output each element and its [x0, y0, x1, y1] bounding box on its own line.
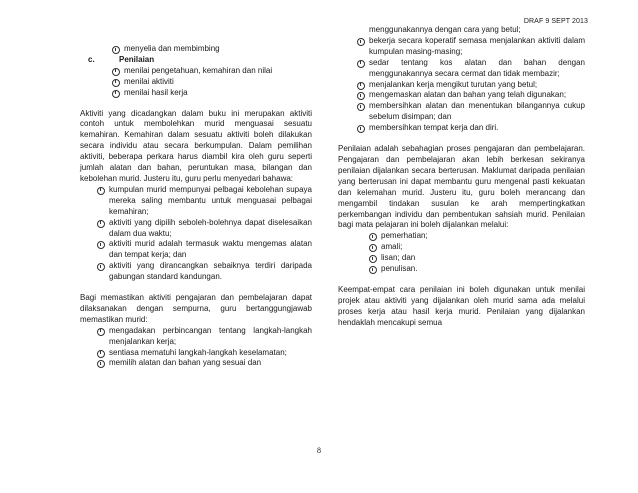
list-item [338, 253, 585, 264]
list-item-text: membersihkan alatan dan menentukan bilangannya cukup sebelum disimpan; dan [369, 101, 585, 122]
clock-bullet-icon [368, 253, 381, 264]
list-item-text: sedar tentang kos alatan dan bahan dengan menggunakannya secara cermat dan tidak membazir; [369, 57, 585, 78]
list-item [338, 264, 585, 275]
list-item [80, 261, 312, 283]
list-item [80, 185, 312, 218]
list-item [80, 66, 312, 77]
list-item-text: amali; [381, 242, 403, 252]
list-item-text: aktiviti yang dirancangkan sebaiknya terdiri daripada gabungan standard kandungan. [109, 261, 312, 282]
clock-bullet-icon [368, 231, 381, 242]
clock-bullet-icon [111, 77, 124, 88]
clock-bullet-icon [111, 66, 124, 77]
list-item-text: membersihkan tempat kerja dan diri. [369, 123, 499, 133]
clock-bullet-icon [96, 348, 109, 359]
right-column [338, 25, 585, 329]
section-letter: c. [88, 54, 95, 64]
left-column [80, 44, 312, 369]
list-item-text: pemerhatian; [381, 231, 428, 241]
list-item-text: kumpulan murid mempunyai pelbagai kebolehan supaya mereka saling membantu untuk menguasai pelbagai kemahiran; [109, 184, 312, 216]
clock-bullet-icon [368, 264, 381, 275]
list-item-text: aktiviti murid adalah termasuk waktu mengemas alatan dan tempat kerja; dan [109, 239, 312, 260]
list-item [338, 58, 585, 80]
list-item [338, 90, 585, 101]
list-item [338, 80, 585, 91]
list-item-text: penulisan. [381, 264, 418, 274]
list-item [80, 358, 312, 369]
paragraph: Aktiviti yang dicadangkan dalam buku ini merupakan aktiviti contoh untuk membolehkan murid menguasai sesuatu kemahiran. Kemahiran dalam sesuatu aktiviti boleh dilakukan secara individu atau secara berkumpulan. Dalam pemilihan aktiviti, beberapa perkara harus diambil kira oleh guru seperti jumlah alatan dan bahan, peruntukan masa, bilangan dan kebolehan murid. Justeru itu, guru perlu menyedari bahawa: [80, 108, 312, 183]
clock-bullet-icon [96, 185, 109, 196]
list-item-text: lisan; dan [381, 253, 416, 263]
section-title: Penilaian [119, 54, 155, 64]
list-item [338, 36, 585, 58]
list-item [80, 44, 312, 55]
list-item-text: memilih alatan dan bahan yang sesuai dan [109, 358, 262, 368]
list-item [338, 123, 585, 134]
list-item [80, 348, 312, 359]
list-item-text: aktiviti yang dipilih seboleh-bolehnya dapat diselesaikan dalam dua waktu; [109, 217, 312, 238]
list-item-text: menilai pengetahuan, kemahiran dan nilai [124, 65, 273, 75]
list-item [80, 77, 312, 88]
paragraph: Keempat-empat cara penilaian ini boleh digunakan untuk menilai projek atau aktiviti yang dijalankan oleh murid sama ada melalui proses kerja atau hasil kerja murid. Penilaian yang dijalankan hendaklah mencakupi semua [338, 284, 585, 327]
clock-bullet-icon [356, 58, 369, 69]
list-item-text: mengemaskan alatan dan bahan yang telah digunakan; [369, 90, 567, 100]
paragraph: Penilaian adalah sebahagian proses pengajaran dan pembelajaran. Pengajaran dan pembelajaran akan lebih berkesan sekiranya penilaian dijalankan secara berterusan. Maklumat daripada penilaian yang berterusan ini dapat membantu guru mengenal pasti kekuatan dan kelemahan murid. Justeru itu, guru boleh merancang dan mengambil tindakan susulan ke arah mempertingkatkan perkembangan individu dan pembentukan sahsiah murid. Penilaian bagi mata pelajaran ini boleh dijalankan melalui: [338, 144, 585, 230]
list-item-text: mengadakan perbincangan tentang langkah-langkah menjalankan kerja; [109, 325, 312, 346]
list-item-text: menjalankan kerja mengikut turutan yang betul; [369, 79, 538, 89]
clock-bullet-icon [356, 90, 369, 101]
list-item-text: bekerja secara koperatif semasa menjalankan aktiviti dalam kumpulan masing-masing; [369, 35, 585, 56]
clock-bullet-icon [96, 261, 109, 272]
section-heading [80, 55, 312, 66]
list-item [80, 326, 312, 348]
list-item [338, 101, 585, 123]
clock-bullet-icon [96, 326, 109, 337]
clock-bullet-icon [356, 123, 369, 134]
page-number: 8 [317, 446, 321, 455]
clock-bullet-icon [96, 358, 109, 369]
list-item [80, 218, 312, 240]
draft-date-header: DRAF 9 SEPT 2013 [523, 18, 588, 25]
clock-bullet-icon [111, 44, 124, 55]
clock-bullet-icon [356, 101, 369, 112]
clock-bullet-icon [96, 218, 109, 229]
clock-bullet-icon [356, 80, 369, 91]
list-item-text: menilai aktiviti [124, 76, 174, 86]
paragraph: Bagi memastikan aktiviti pengajaran dan pembelajaran dapat dilaksanakan dengan sempurna, guru bertanggungjawab memastikan murid: [80, 293, 312, 324]
list-item-text: menilai hasil kerja [124, 87, 188, 97]
list-item-text: menyelia dan membimbing [124, 44, 220, 53]
clock-bullet-icon [368, 242, 381, 253]
list-continuation: menggunakannya dengan cara yang betul; [369, 25, 521, 34]
clock-bullet-icon [96, 239, 109, 250]
list-item-text: sentiasa mematuhi langkah-langkah keselamatan; [109, 347, 287, 357]
clock-bullet-icon [356, 36, 369, 47]
list-item [80, 239, 312, 261]
clock-bullet-icon [111, 88, 124, 99]
list-item [338, 242, 585, 253]
list-item [338, 231, 585, 242]
list-item [80, 88, 312, 99]
